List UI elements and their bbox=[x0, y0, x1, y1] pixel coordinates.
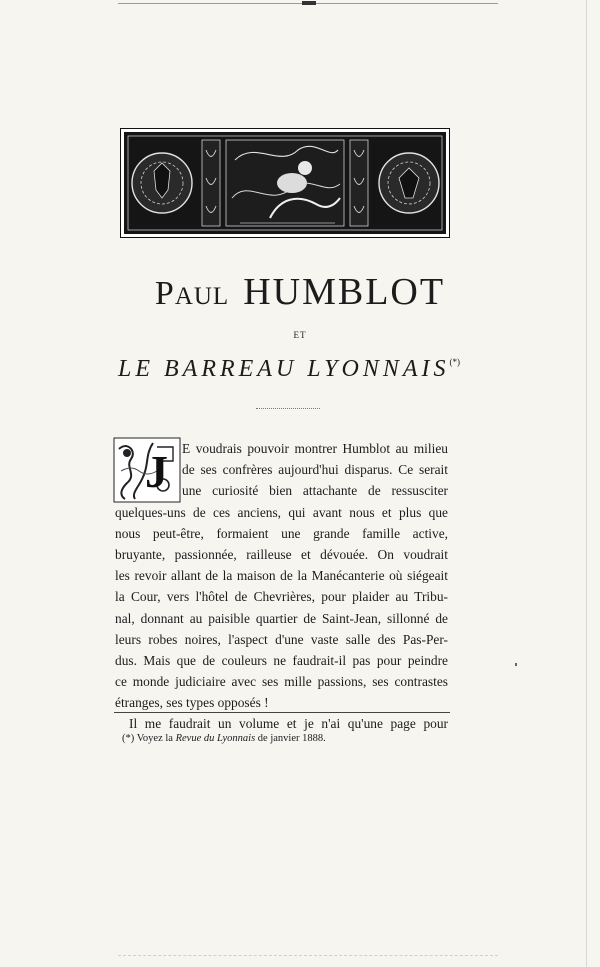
text-line: nal, donnant au paisible quartier de Saint-Jean, sillonné de bbox=[115, 610, 448, 626]
text-line: leurs robes noires, l'aspect d'une vaste salle des Pas-Per- bbox=[115, 631, 448, 647]
text-line: nous peut-être, formaient une grande famille active, bbox=[115, 525, 448, 541]
text-line: les revoir allant de la maison de la Manécanterie où siégeait bbox=[115, 568, 448, 584]
text-line: dus. Mais que de couleurs ne faudrait-il pas pour peindre bbox=[115, 652, 448, 668]
page-subtitle bbox=[118, 356, 518, 383]
title-small-caps: AUL bbox=[174, 283, 230, 310]
text-line: bruyante, passionnée, railleuse et dévouée. On voudrait bbox=[115, 546, 448, 562]
dropcap-letter: J bbox=[145, 446, 168, 497]
subtitle-text: LE BARREAU LYONNAIS bbox=[118, 356, 450, 382]
title-initial: P bbox=[154, 275, 175, 312]
dotted-separator bbox=[256, 408, 320, 409]
footnote-suffix: de janvier 1888. bbox=[257, 733, 326, 744]
text-line: étranges, ses types opposés ! bbox=[115, 695, 269, 711]
title-conjunction: ET bbox=[293, 330, 307, 340]
text-line: une curiosité bien attachante de ressusciter bbox=[182, 483, 448, 499]
text-line: Il me faudrait un volume et je n'ai qu'une page pour bbox=[129, 716, 448, 732]
footnote-journal: Revue du Lyonnais bbox=[175, 733, 256, 744]
text-line: ce monde judiciaire avec ses mille passions, ses contrastes bbox=[115, 674, 448, 690]
text-line: E voudrais pouvoir montrer Humblot au milieu bbox=[182, 441, 448, 456]
title-surname: HUMBLOT bbox=[243, 271, 446, 313]
footnote-prefix: Voyez la bbox=[136, 733, 173, 744]
text-line: la Cour, vers l'hôtel de Chevrières, pour plaider au Tribu- bbox=[115, 589, 448, 605]
text-line: quelques-uns de ces anciens, qui avant nous et plus que bbox=[115, 504, 448, 520]
page-speck bbox=[515, 663, 517, 666]
footnote bbox=[122, 733, 326, 744]
decorative-banner bbox=[120, 128, 450, 238]
text-line: de ses confrères aujourd'hui disparus. Ce serait bbox=[182, 462, 448, 478]
page-title bbox=[0, 270, 600, 314]
footnote-mark: (*) bbox=[122, 733, 135, 744]
page-edge-line bbox=[586, 0, 587, 967]
top-mark bbox=[302, 1, 316, 5]
footnote-reference-mark: (*) bbox=[449, 357, 461, 367]
body-text bbox=[115, 441, 448, 738]
footnote-rule bbox=[114, 712, 450, 713]
bottom-rule bbox=[118, 955, 498, 956]
